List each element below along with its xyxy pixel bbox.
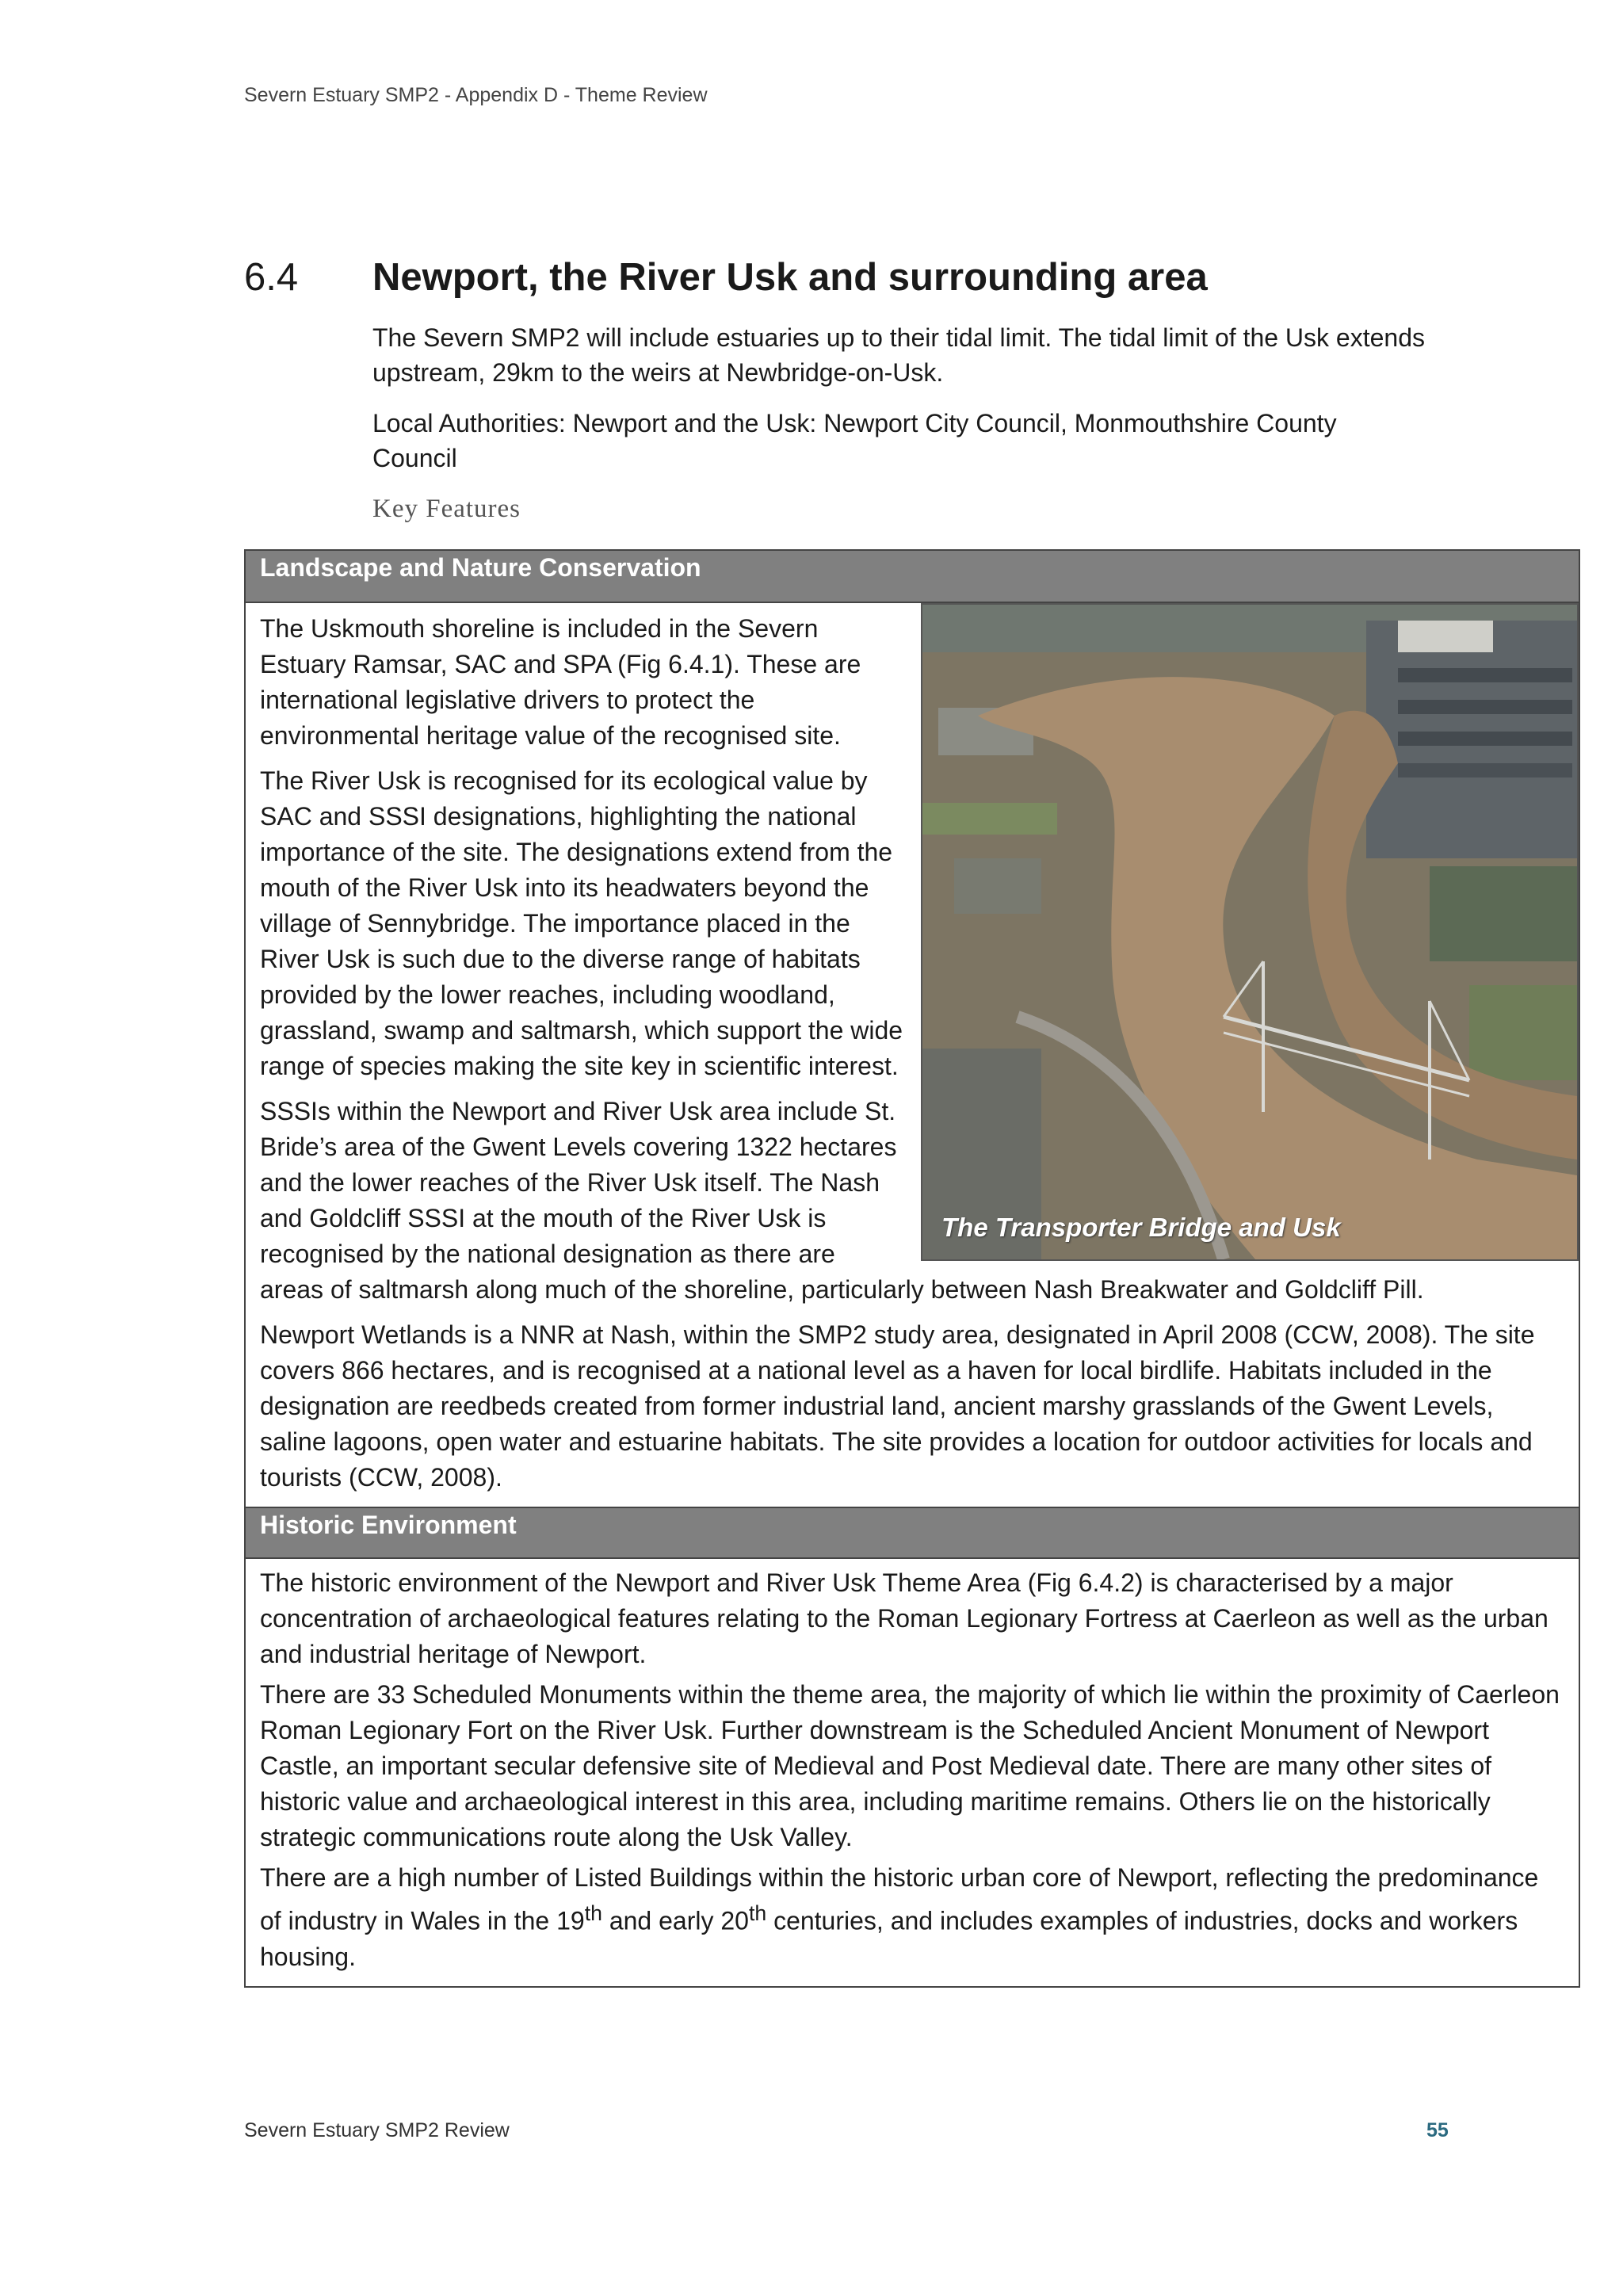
- section-intro: [372, 320, 1426, 542]
- intro-paragraph-local-authorities: Local Authorities: Newport and the Usk: Newport City Council, Monmouthshire County Council: [372, 409, 1337, 472]
- aerial-river-image: [922, 605, 1577, 1259]
- landscape-heading: Landscape and Nature Conservation: [246, 551, 1579, 603]
- page-number: 55: [1426, 2119, 1449, 2141]
- intro-paragraph-tidal-limit: The Severn SMP2 will include estuaries up to their tidal limit. The tidal limit of the Usk extends upstream, 29km to the weirs at Newbridge-on-Usk.: [372, 323, 1425, 387]
- historic-heading: Historic Environment: [246, 1507, 1579, 1559]
- section-number: 6.4: [244, 256, 299, 299]
- transporter-bridge-photo: [921, 603, 1579, 1261]
- historic-content: [246, 1559, 1579, 1986]
- key-features-label: Key Features: [372, 495, 521, 523]
- landscape-paragraph-wetlands: Newport Wetlands is a NNR at Nash, within the SMP2 study area, designated in April 2008 (CCW, 2008). The site covers 866 hectares, and is recognised at a national level as a haven for local birdlife. Habitats included in the designation are reedbeds created from former industrial land, ancient marshy grasslands of the Gwent Levels, saline lagoons, open water and estuarine habitats. The site provides a location for outdoor activities for locals and tourists (CCW, 2008).: [260, 1320, 1535, 1492]
- landscape-paragraph-river-usk: The River Usk is recognised for its ecological value by SAC and SSSI designations, highlighting the national importance of the site. The designations extend from the mouth of the River Usk into its headwaters beyond the village of Sennybridge. The importance placed in the River Usk is such due to the diverse range of habitats provided by the lower reaches, including woodland, grassland, swamp and saltmarsh, which support the wide range of species making the site key in scientific interest.: [260, 766, 903, 1080]
- historic-paragraph-overview: The historic environment of the Newport and River Usk Theme Area (Fig 6.4.2) is characterised by a major concentration of archaeological features relating to the Roman Legionary Fortress at Caerleon as well as the urban and industrial heritage of Newport.: [260, 1568, 1549, 1668]
- landscape-paragraph-ramsar: The Uskmouth shoreline is included in the Severn Estuary Ramsar, SAC and SPA (Fig 6.4.1). These are international legislative drivers to protect the environmental heritage value of the recognised site.: [260, 614, 861, 750]
- running-header: Severn Estuary SMP2 - Appendix D - Theme Review: [244, 84, 708, 106]
- key-features-table: [244, 549, 1580, 1988]
- footer-title: Severn Estuary SMP2 Review: [244, 2119, 510, 2141]
- historic-paragraph-listed-buildings: There are a high number of Listed Buildings within the historic urban core of Newport, reflecting the predominance of industry in Wales in the 19th and early 20th centuries, and includes examples of industries, docks and workers housing.: [260, 1863, 1539, 1971]
- section-title: Newport, the River Usk and surrounding area: [372, 256, 1208, 299]
- historic-paragraph-monuments: There are 33 Scheduled Monuments within the theme area, the majority of which lie within the proximity of Caerleon Roman Legionary Fort on the River Usk. Further downstream is the Scheduled Ancient Monument of Newport Castle, an important secular defensive site of Medieval and Post Medieval date. There are many other sites of historic value and archaeological interest in this area, including maritime remains. Others lie on the historically strategic communications route along the Usk Valley.: [260, 1680, 1560, 1851]
- photo-caption: The Transporter Bridge and Usk: [941, 1213, 1341, 1242]
- landscape-content: [246, 603, 1579, 1507]
- landscape-paragraph-sssi: SSSIs within the Newport and River Usk area include St. Bride’s area of the Gwent Levels covering 1322 hectares and the lower reaches of the River Usk itself. The Nash and Goldcliff SSSI at the mouth of the River Usk is recognised by the national designation as there are areas of saltmarsh along much of the shoreline, particularly between Nash Breakwater and Goldcliff Pill.: [260, 1097, 1424, 1304]
- section-heading: [244, 252, 1591, 303]
